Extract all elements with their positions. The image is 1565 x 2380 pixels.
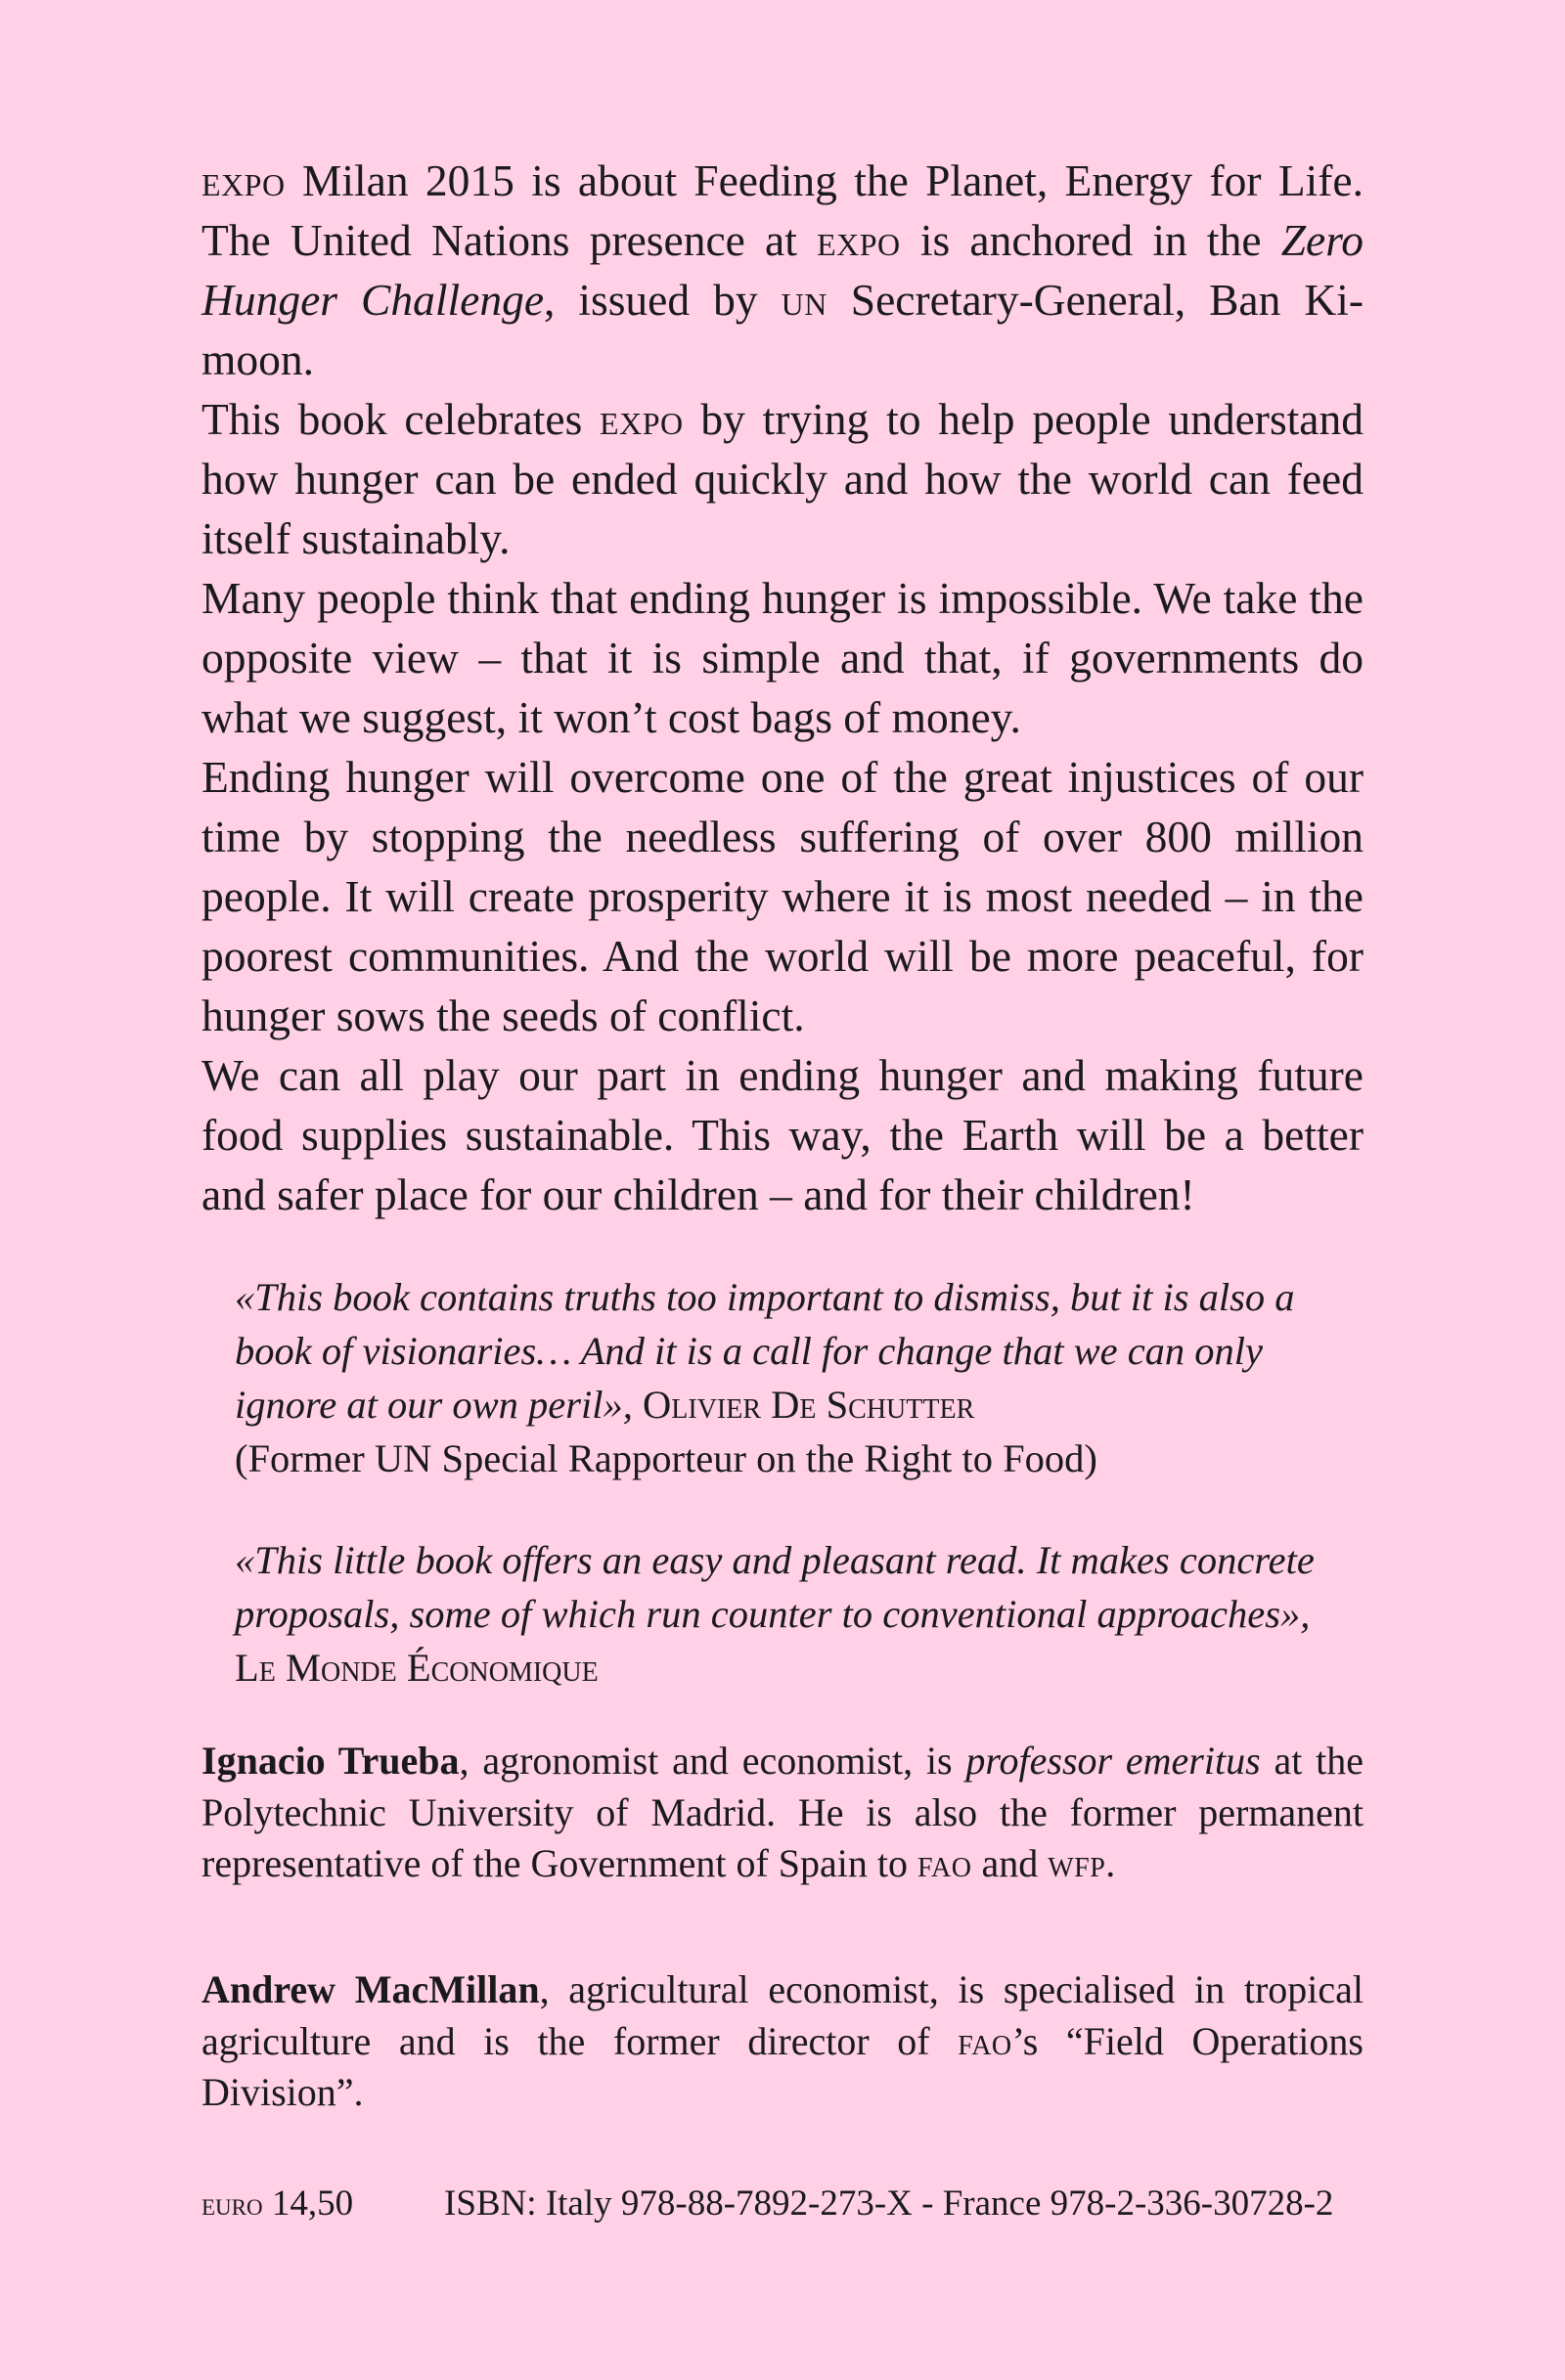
acronym-expo: expo	[201, 155, 286, 205]
quote-text: «This little book offers an easy and pleasant read. It makes concrete proposals, some of which run counter to conventional approaches»,	[235, 1538, 1315, 1636]
acronym-wfp: wfp	[1048, 1841, 1106, 1885]
cover-blurb	[201, 151, 1364, 1224]
author-title: professor emeritus	[965, 1739, 1261, 1783]
price-currency: euro	[201, 2187, 263, 2223]
acronym-fao: fao	[917, 1841, 972, 1885]
blurb-paragraph-our-part: We can all play our part in ending hunger and making future food supplies sustainable. This way, the Earth will be a better and safer place for our children – and for their children!	[201, 1050, 1364, 1219]
quote-text: «This book contains truths too important to dismiss, but it is also a book of visionaries… And it is a call for change that we can only ignore at our own peril»,	[235, 1275, 1295, 1427]
price-isbn-line	[201, 2181, 1364, 2228]
acronym-un: un	[781, 275, 827, 325]
review-quote-de-schutter	[235, 1270, 1330, 1485]
blurb-paragraph-expo: expo Milan 2015 is about Feeding the Planet, Energy for Life. The United Nations presence at expo is anchored in the Zero Hunger Challenge, issued by un Secretary-General, Ban Ki-moon.	[201, 155, 1364, 384]
author-bio-macmillan: Andrew MacMillan, agricultural economist, is specialised in tropical agriculture and is the former director of fao’s “Field Operations Division”.	[201, 1967, 1364, 2114]
blurb-paragraph-book-purpose: This book celebrates expo by trying to help people understand how hunger can be ended quickly and how the world can feed itself sustainably.	[201, 394, 1364, 563]
zero-hunger-challenge-title: Zero Hunger Challenge	[201, 215, 1364, 325]
blurb-paragraph-injustice: Ending hunger will overcome one of the great injustices of our time by stopping the needless suffering of over 800 million people. It will create prosperity where it is most needed – in the poorest communities. And the world will be more peaceful, for hunger sows the seeds of conflict.	[201, 752, 1364, 1040]
isbn-numbers: ISBN: Italy 978-88-7892-273-X - France 978-2-336-30728-2	[444, 2183, 1334, 2224]
price-value: 14,50	[271, 2183, 354, 2224]
acronym-expo: expo	[600, 394, 684, 444]
acronym-fao: fao	[958, 2018, 1012, 2063]
author-name: Ignacio Trueba	[201, 1739, 460, 1783]
acronym-expo: expo	[817, 215, 901, 265]
quote-author-role: (Former UN Special Rapporteur on the Right to Food)	[235, 1436, 1097, 1480]
review-quote-le-monde	[235, 1533, 1330, 1695]
quote-author: Le Monde Économique	[235, 1646, 599, 1690]
blurb-paragraph-opposite-view: Many people think that ending hunger is impossible. We take the opposite view – that it is simple and that, if governments do what we suggest, it won’t cost bags of money.	[201, 573, 1364, 742]
author-bio-trueba: Ignacio Trueba, agronomist and economist, is professor emeritus at the Polytechnic University of Madrid. He is also the former permanent representative of the Government of Spain to fao and wfp.	[201, 1739, 1364, 1885]
author-name: Andrew MacMillan	[201, 1967, 540, 2011]
quote-author: Olivier De Schutter	[643, 1383, 975, 1427]
